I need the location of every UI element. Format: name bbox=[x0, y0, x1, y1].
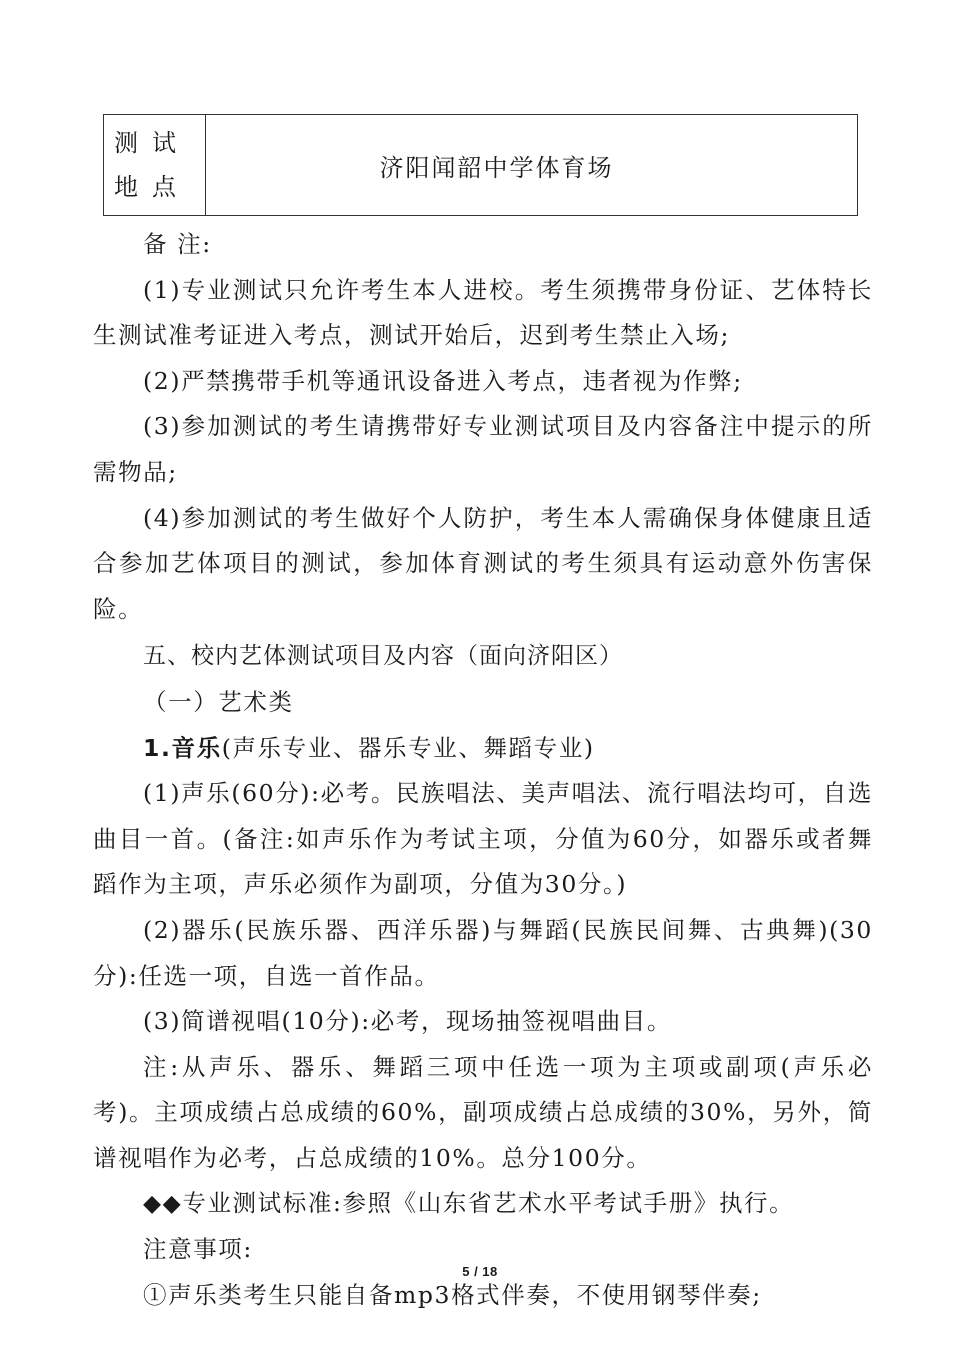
notice-title: 注意事项: bbox=[143, 1235, 253, 1264]
music-item-1: (1)声乐(60分):必考。民族唱法、美声唱法、流行唱法均可，自选曲目一首。(备注:如声乐作为考试主项，分值为60分，如器乐或者舞蹈作为主项，声乐必须作为副项，分值为30分。) bbox=[93, 779, 873, 899]
notice-item-1: ①声乐类考生只能自备mp3格式伴奏，不使用钢琴伴奏; bbox=[143, 1280, 762, 1309]
music-heading bbox=[93, 726, 873, 772]
section-heading: 五、校内艺体测试项目及内容（面向济阳区） bbox=[143, 643, 623, 670]
venue-label-cell bbox=[104, 115, 206, 215]
venue-value-cell: 济阳闻韶中学体育场 bbox=[379, 153, 614, 182]
notes-title: 备 注: bbox=[143, 230, 212, 258]
music-item-2: (2)器乐(民族乐器、西洋乐器)与舞蹈(民族民间舞、古典舞)(30分):任选一项，自选一首作品。 bbox=[93, 915, 873, 990]
note-item-3: (3)参加测试的考生请携带好专业测试项目及内容备注中提示的所需物品; bbox=[93, 412, 873, 486]
note-item-4: (4)参加测试的考生做好个人防护，考生本人需确保身体健康且适合参加艺体项目的测试，参加体育测试的考生须具有运动意外伤害保险。 bbox=[93, 503, 873, 623]
subsection-heading: （一）艺术类 bbox=[143, 687, 294, 716]
page-number: 5 / 18 bbox=[462, 1264, 498, 1279]
note-item-2: (2)严禁携带手机等通讯设备进入考点，违者视为作弊; bbox=[143, 366, 743, 395]
music-note: 注:从声乐、器乐、舞蹈三项中任选一项为主项或副项(声乐必考)。主项成绩占总成绩的60%，副项成绩占总成绩的30%，另外，简谱视唱作为必考，占总成绩的10%。总分100分。 bbox=[93, 1052, 873, 1172]
body-text bbox=[93, 222, 873, 1318]
venue-table bbox=[103, 114, 858, 216]
note-item-1: (1)专业测试只允许考生本人进校。考生须携带身份证、艺体特长生测试准考证进入考点，测试开始后，迟到考生禁止入场; bbox=[93, 275, 873, 350]
venue-label-line1: 测试 bbox=[114, 129, 190, 157]
venue-label-line2: 地点 bbox=[114, 173, 190, 201]
music-title: 1.音乐 bbox=[143, 733, 222, 762]
music-item-3: (3)简谱视唱(10分):必考，现场抽签视唱曲目。 bbox=[143, 1007, 672, 1036]
music-subtitle: (声乐专业、器乐专业、舞蹈专业) bbox=[221, 733, 595, 762]
test-standard: ◆◆专业测试标准:参照《山东省艺术水平考试手册》执行。 bbox=[143, 1189, 795, 1218]
